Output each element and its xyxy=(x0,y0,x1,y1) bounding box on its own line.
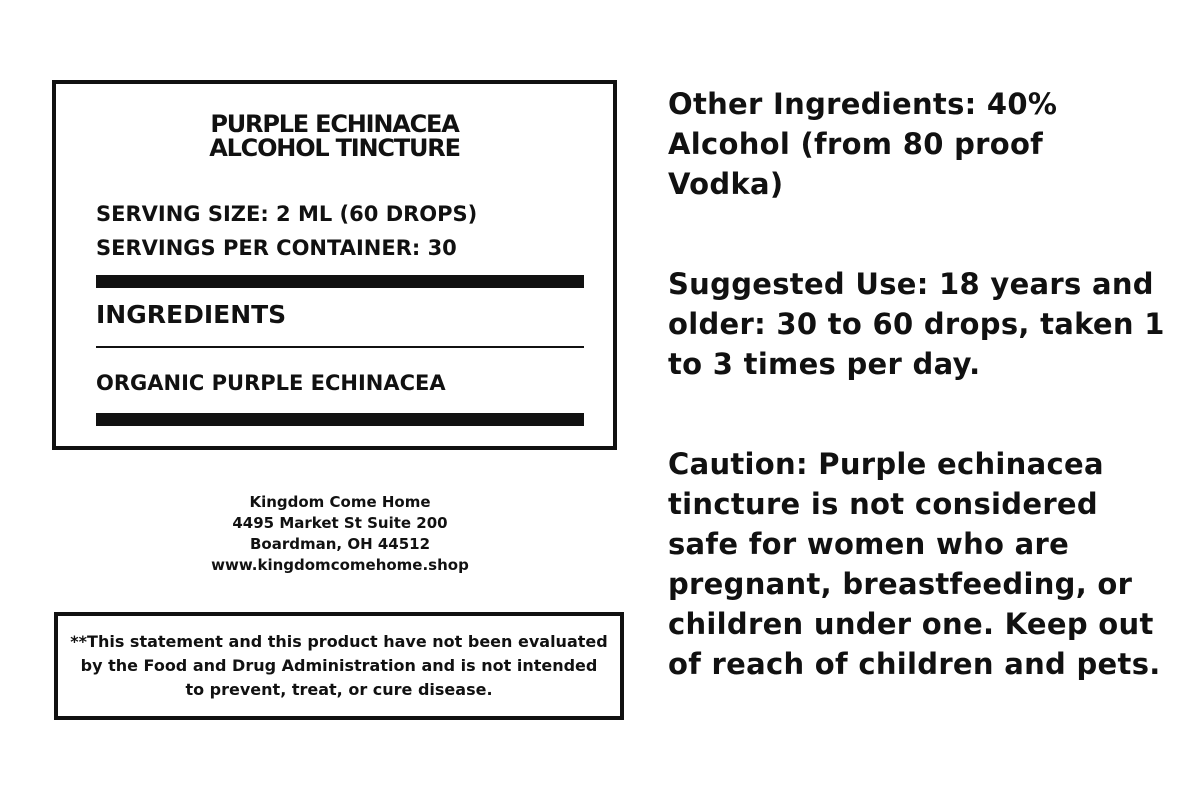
company-city: Boardman, OH 44512 xyxy=(249,535,431,553)
product-title-line-2: ALCOHOL TINCTURE xyxy=(209,134,460,162)
caution-warning: Caution: Purple echinacea tincture is not considered safe for women who are pregnant, breastfeeding, or children under one. Keep out of reach of children and pets. xyxy=(668,447,1161,681)
servings-per-container: SERVINGS PER CONTAINER: 30 xyxy=(96,236,457,260)
thick-divider-bottom xyxy=(96,413,584,426)
company-website: www.kingdomcomehome.shop xyxy=(211,556,469,574)
company-street: 4495 Market St Suite 200 xyxy=(232,514,448,532)
company-info xyxy=(180,492,500,576)
thick-divider-top xyxy=(96,275,584,288)
fda-disclaimer-text: **This statement and this product have not been evaluated by the Food and Drug Administration and is not intended to prevent, treat, or cure disease. xyxy=(70,632,608,699)
product-title-line-1: PURPLE ECHINACEA xyxy=(210,110,459,138)
company-name: Kingdom Come Home xyxy=(249,493,431,511)
usage-information xyxy=(668,84,1168,684)
thin-divider xyxy=(96,346,584,348)
ingredient-item: ORGANIC PURPLE ECHINACEA xyxy=(96,371,446,395)
other-ingredients: Other Ingredients: 40% Alcohol (from 80 proof Vodka) xyxy=(668,87,1058,201)
ingredients-heading: INGREDIENTS xyxy=(96,300,287,329)
supplement-facts-panel xyxy=(52,80,617,450)
fda-disclaimer-box xyxy=(54,612,624,720)
serving-size: SERVING SIZE: 2 ML (60 DROPS) xyxy=(96,202,478,226)
suggested-use: Suggested Use: 18 years and older: 30 to 60 drops, taken 1 to 3 times per day. xyxy=(668,267,1165,381)
product-title xyxy=(56,112,613,160)
